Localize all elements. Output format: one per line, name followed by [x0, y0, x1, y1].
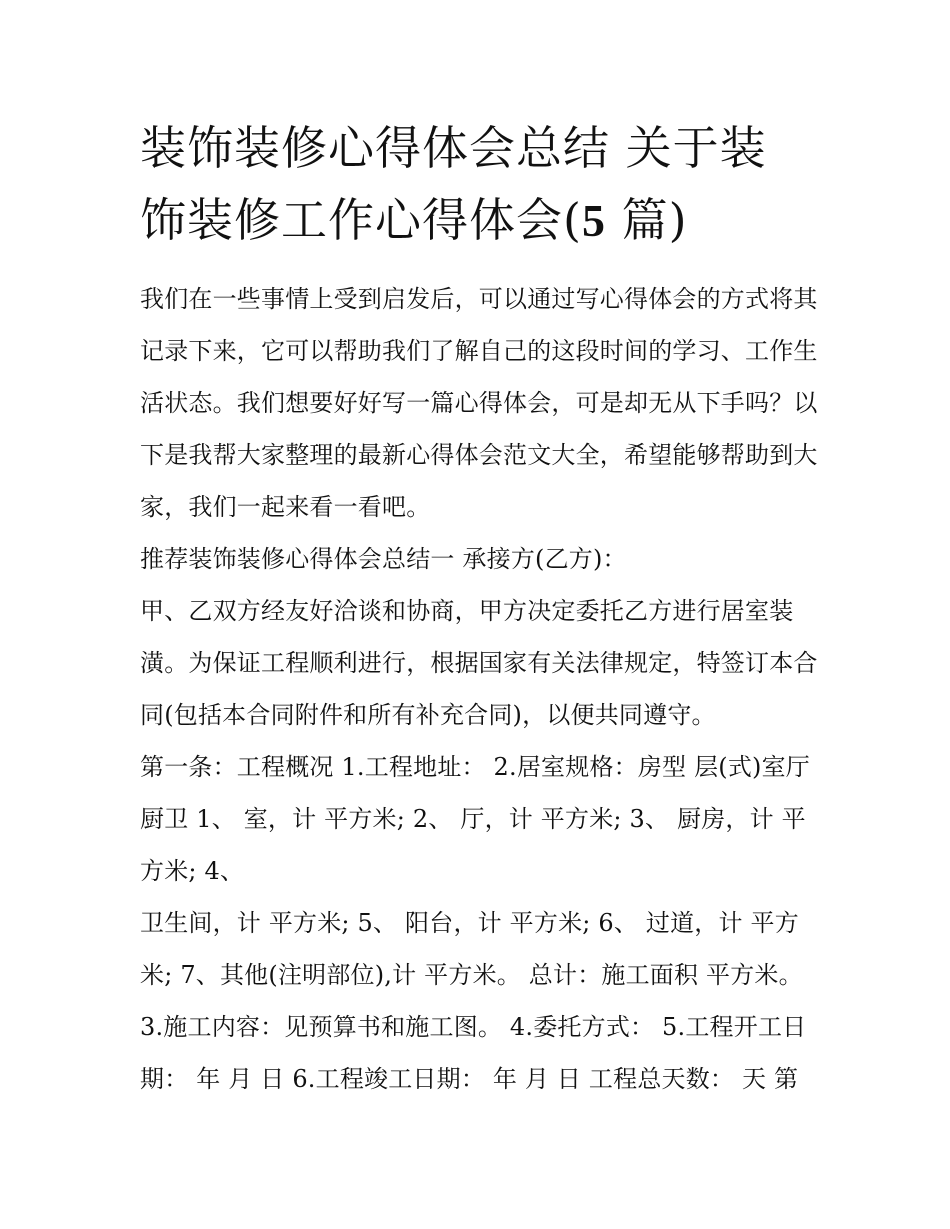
- document-title: [140, 112, 820, 257]
- document-body: [140, 273, 820, 1105]
- article-one-continuation: 卫生间，计 平方米; 5、 阳台，计 平方米; 6、 过道，计 平方米; 7、其他(注明部位),计 平方米。 总计：施工面积 平方米。 3.施工内容：见预算书和施工图。 4.委托方式： 5.工程开工日期： 年 月 日 6.工程竣工日期： 年 月 日 工程总天数： 天 第: [140, 909, 807, 1093]
- title-line-2-text: 饰装修工作心得体会(: [140, 193, 582, 247]
- article-one-paragraph: 第一条：工程概况 1.工程地址： 2.居室规格：房型 层(式)室厅厨卫 1、 室，计 平方米; 2、 厅，计 平方米; 3、 厨房，计 平方米; 4、: [140, 753, 811, 885]
- section-heading: 推荐装饰装修心得体会总结一 承接方(乙方)：: [140, 545, 627, 573]
- title-line-2-end: 篇): [605, 193, 688, 247]
- document-page: [140, 112, 820, 1105]
- title-line-2-number: 5: [581, 195, 606, 246]
- contract-paragraph: 甲、乙双方经友好洽谈和协商，甲方决定委托乙方进行居室装潢。为保证工程顺利进行，根据国家有关法律规定，特签订本合同(包括本合同附件和所有补充合同)，以便共同遵守。: [140, 597, 818, 729]
- title-line-1: 装饰装修心得体会总结 关于装: [140, 121, 767, 175]
- intro-paragraph: 我们在一些事情上受到启发后，可以通过写心得体会的方式将其记录下来，它可以帮助我们了解自己的这段时间的学习、工作生活状态。我们想要好好写一篇心得体会，可是却无从下手吗？以下是我帮大家整理的最新心得体会范文大全，希望能够帮助到大家，我们一起来看一看吧。: [140, 285, 818, 521]
